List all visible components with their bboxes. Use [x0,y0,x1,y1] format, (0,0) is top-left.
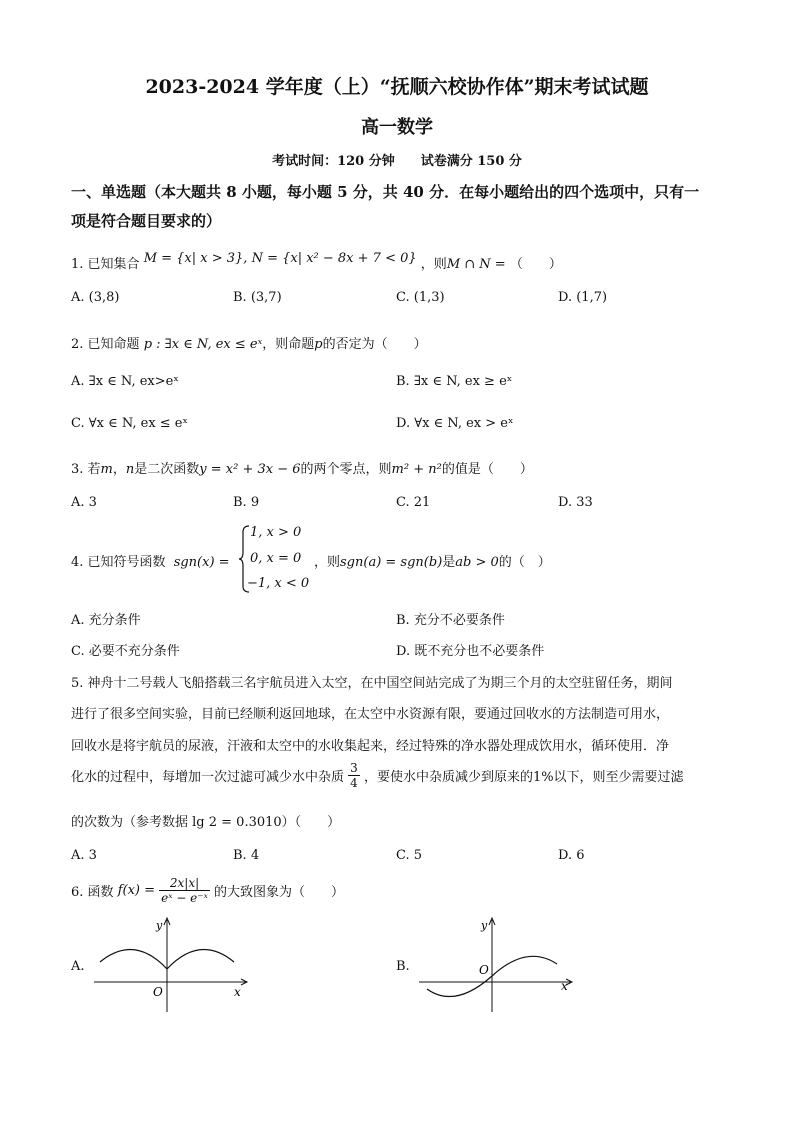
q2-stem-b: ，则命题 [262,337,315,352]
q6-graph-a[interactable] [90,914,260,1014]
q2-option-b[interactable]: B. ∃x ∈ N, ex ≥ eˣ [396,374,513,389]
question-2 [71,333,427,352]
q4-option-d[interactable]: D. 既不充分也不必要条件 [396,644,545,659]
question-4 [71,551,230,570]
q2-proposition: p : ∃x ∈ N, ex ≤ eˣ [143,337,263,352]
q4-tail [314,551,551,570]
graph-a-y-label: y [156,919,163,932]
q6-option-b[interactable]: B. [396,959,410,974]
graph-b-y-label: y [481,919,488,932]
q3-stem-d: 的值是（ ） [441,462,533,477]
q2-stem: 2. 已知命题 [71,337,140,352]
q3-m: m [100,462,113,477]
q1-paren: （ ） [509,257,562,272]
q4-case-2: 0, x = 0 [250,551,302,566]
graph-a-origin-label: O [153,985,163,999]
q3-option-d[interactable]: D. 33 [558,495,593,510]
q2-stem-c: 的否定为（ ） [322,337,427,352]
q1-option-a[interactable]: A. (3,8) [71,290,120,305]
q5-line-5: 的次数为（参考数据 lg 2 = 0.3010）（ ） [71,815,341,830]
q4-stem: 4. 已知符号函数 [71,555,166,570]
q5-line-2: 进行了很多空间实验，目前已经顺利返回地球，在太空中水资源有限，要通过回收水的方法制造可用水， [71,707,670,722]
q2-p: p [314,337,323,352]
question-6 [71,876,344,905]
subject-title: 高一数学 [361,117,433,138]
q6-fraction [159,876,210,905]
q5-frac-den: 4 [350,776,358,790]
exam-title: 2023-2024 学年度（上）“抚顺六校协作体”期末考试试题 [145,76,649,98]
graph-a-x-label: x [234,985,241,999]
section-heading-line2: 项是符合题目要求的） [71,212,222,230]
q2-option-a[interactable]: A. ∃x ∈ N, ex>eˣ [71,374,179,389]
q6-func-left: f(x) = [117,883,155,898]
q4-stem-d: 的（ ） [498,555,551,570]
q1-stem-b: ，则 [420,257,447,272]
q4-cond: ab > 0 [455,555,499,570]
q2-option-c[interactable]: C. ∀x ∈ N, ex ≤ eˣ [71,416,189,431]
q5-option-d[interactable]: D. 6 [558,848,585,863]
exam-info: 考试时间：120 分钟 试卷满分 150 分 [272,154,522,169]
q6-graph-b[interactable] [415,914,585,1014]
q4-case-1: 1, x > 0 [250,525,302,540]
q4-option-b[interactable]: B. 充分不必要条件 [396,613,505,628]
q2-option-d[interactable]: D. ∀x ∈ N, ex > eˣ [396,416,514,431]
q5-fraction [348,761,360,790]
q6-option-a[interactable]: A. [71,959,85,974]
q4-sgn: sgn(x) = [173,555,230,570]
q5-line-4a: 化水的过程中，每增加一次过滤可减少水中杂质 [71,770,345,785]
q5-option-a[interactable]: A. 3 [71,848,97,863]
q1-option-c[interactable]: C. (1,3) [396,290,445,305]
graph-b-origin-label: O [479,963,489,977]
q5-option-b[interactable]: B. 4 [233,848,260,863]
q3-option-a[interactable]: A. 3 [71,495,97,510]
q6-stem-b: 的大致图象为（ ） [214,885,345,900]
q1-stem: 1. 已知集合 [71,257,140,272]
q3-expr: m² + n² [391,462,442,477]
q4-case-3: −1, x < 0 [247,576,310,591]
q3-stem: 3. 若 [71,462,101,477]
graph-b-x-label: x [561,979,568,993]
question-1 [71,253,562,272]
q6-frac-num: 2x|x| [159,876,210,891]
q4-stem-b: ，则 [314,555,341,570]
q5-line-4b: ，要使水中杂质减少到原来的1%以下，则至少需要过滤 [363,770,684,785]
q3-sep: ， [112,462,126,477]
q3-n: n [125,462,135,477]
q5-line-4 [71,761,726,790]
q1-option-b[interactable]: B. (3,7) [233,290,282,305]
q4-option-c[interactable]: C. 必要不充分条件 [71,644,180,659]
q5-option-c[interactable]: C. 5 [396,848,423,863]
q6-stem: 6. 函数 [71,885,114,900]
q1-sets: M = {x| x > 3}, N = {x| x² − 8x + 7 < 0} [143,251,417,266]
q4-option-a[interactable]: A. 充分条件 [71,613,141,628]
question-3 [71,458,533,477]
q3-stem-c: 的两个零点，则 [300,462,392,477]
q3-function: y = x² + 3x − 6 [199,462,301,477]
q4-stem-c: 是 [442,555,456,570]
section-heading-line1: 一、单选题（本大题共 8 小题，每小题 5 分，共 40 分．在每小题给出的四个选项中，只有一 [71,183,700,201]
q5-frac-num: 3 [350,761,358,775]
q1-option-d[interactable]: D. (1,7) [558,290,608,305]
q6-frac-den: eˣ − e⁻ˣ [161,891,208,905]
q5-line-3: 回收水是将宇航员的尿液，汗液和太空中的水收集起来，经过特殊的净水器处理成饮用水，循环使用．净 [71,739,670,754]
q3-option-c[interactable]: C. 21 [396,495,431,510]
q5-line-1: 5. 神舟十二号载人飞船搭载三名宇航员进入太空，在中国空间站完成了为期三个月的太空驻留任务，期间 [71,676,673,691]
q4-expr: sgn(a) = sgn(b) [340,555,443,570]
q1-expr: M ∩ N = [446,257,506,272]
q3-stem-b: 是二次函数 [134,462,200,477]
q3-option-b[interactable]: B. 9 [233,495,260,510]
